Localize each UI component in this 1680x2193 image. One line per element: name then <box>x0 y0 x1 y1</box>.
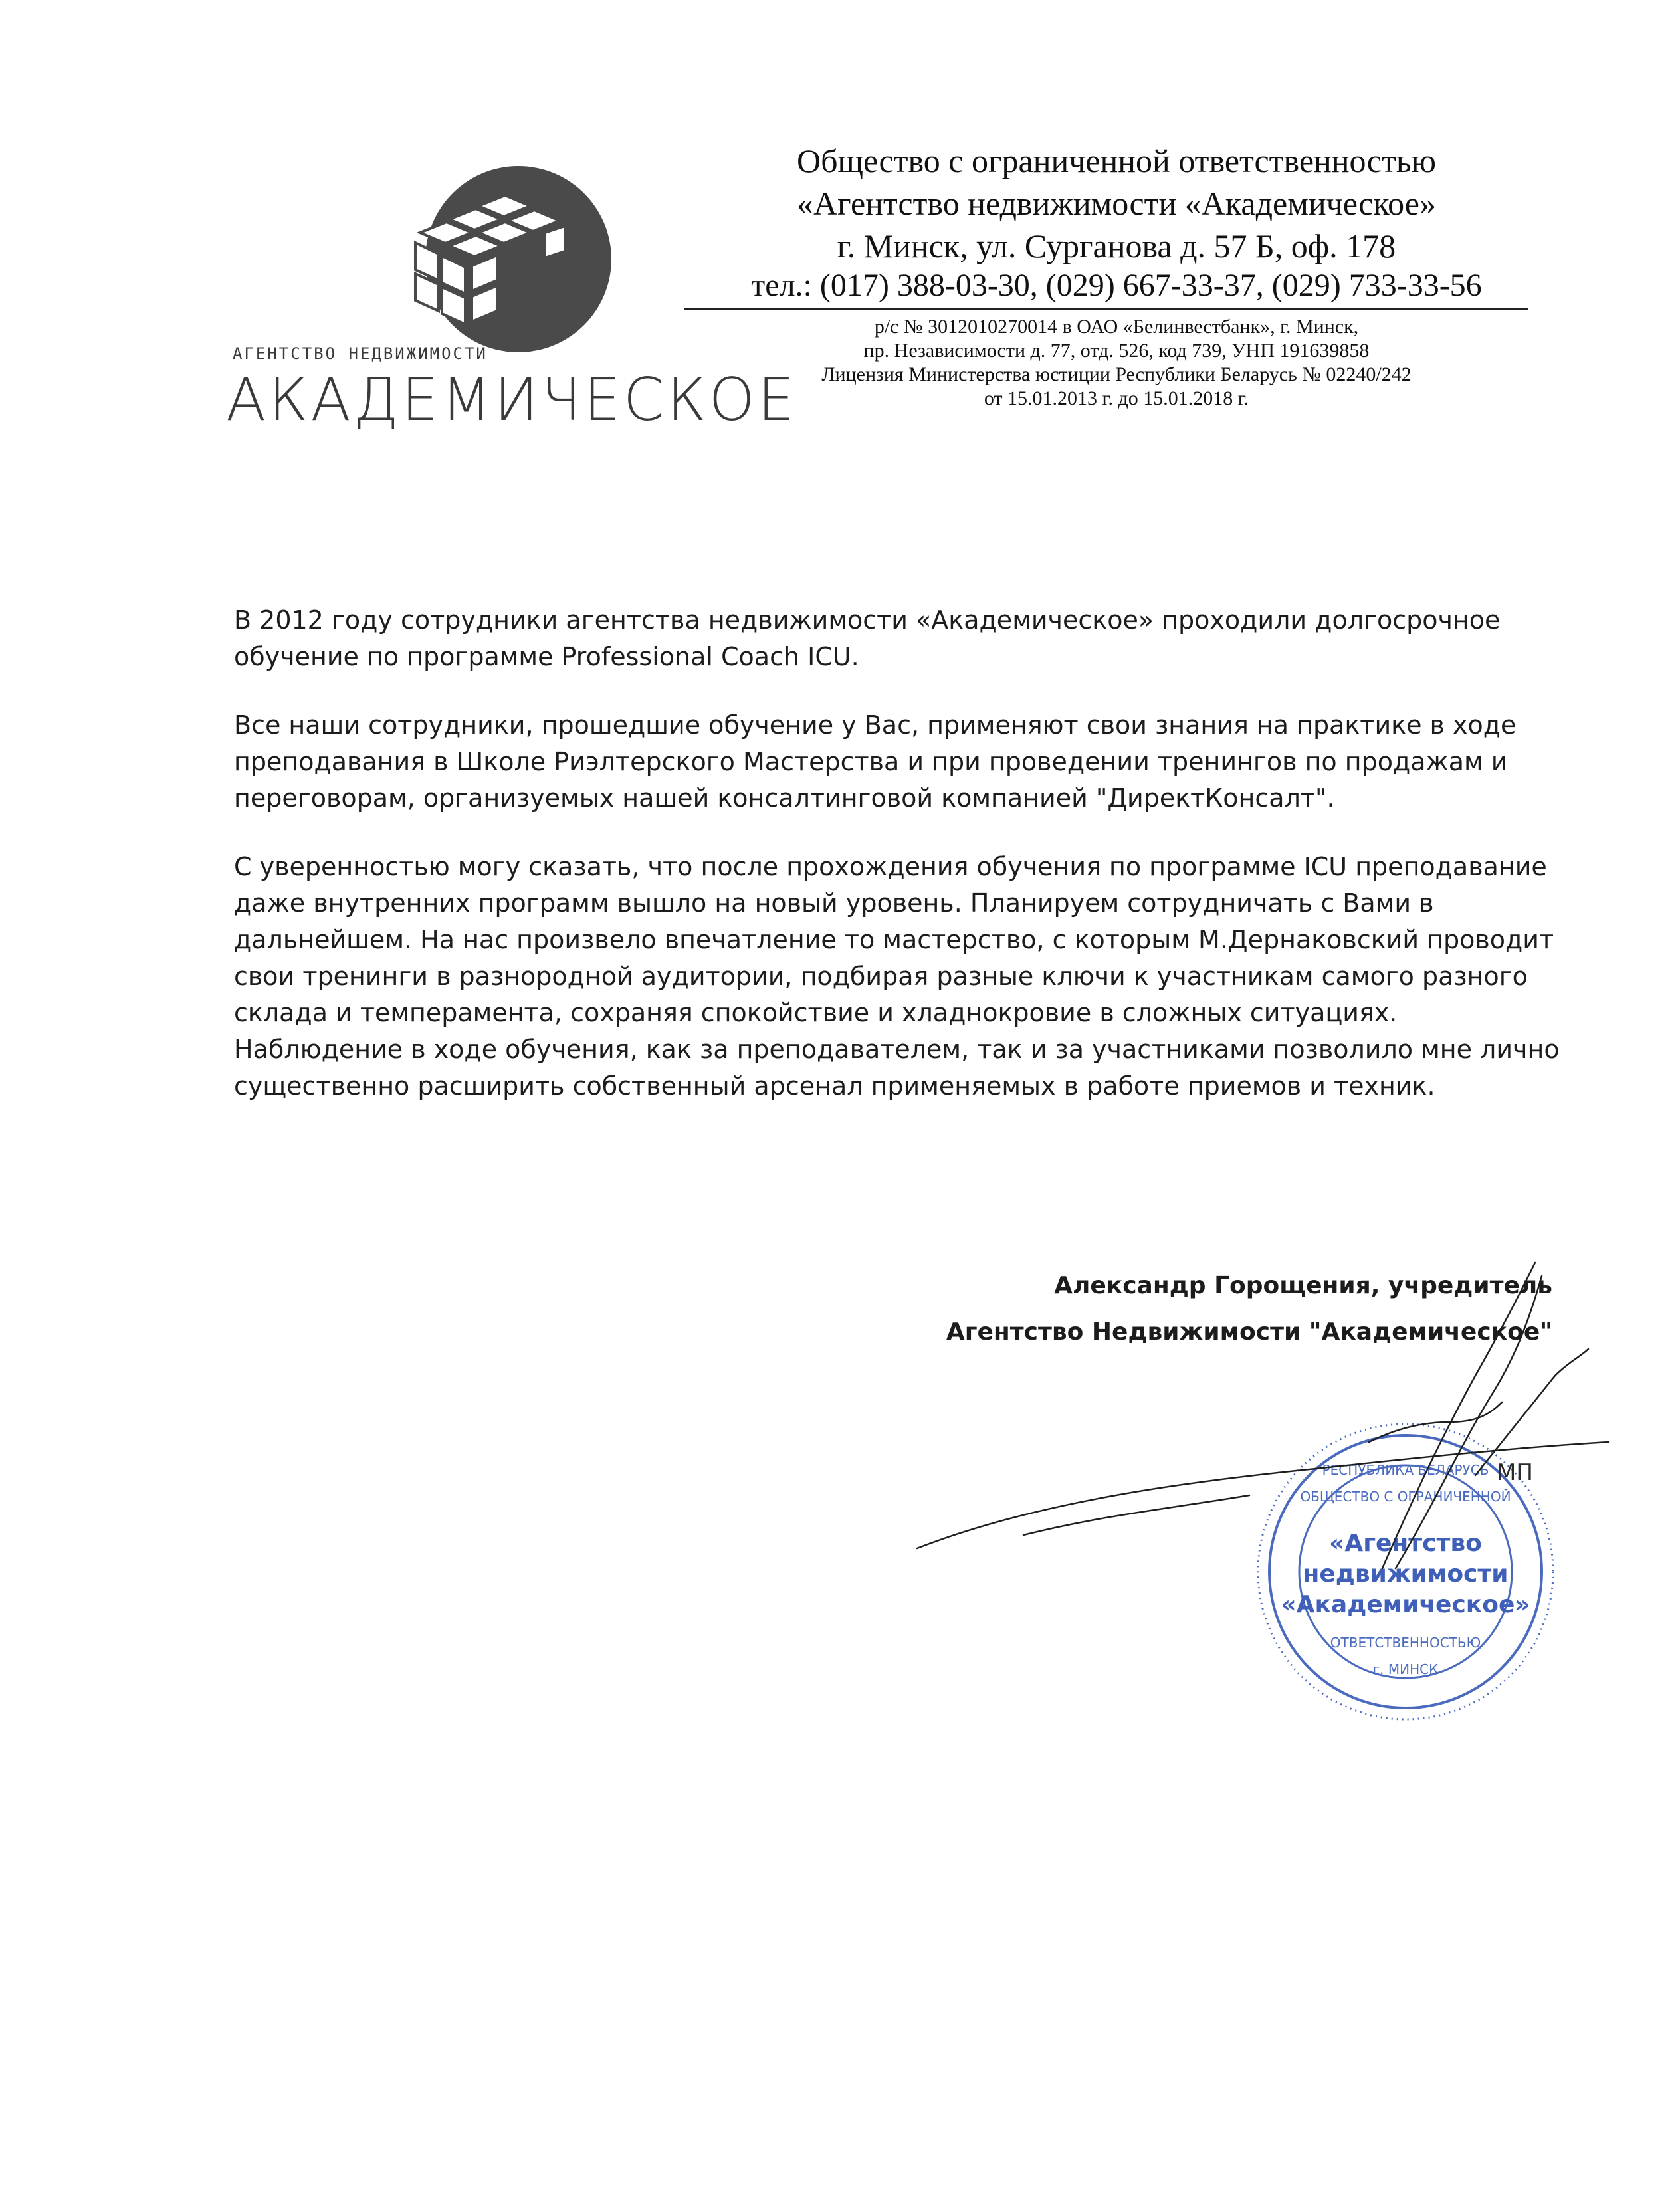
text-line: В 2012 году сотрудники агентства недвижимости «Академическое» проходили долгосрочное <box>234 605 1501 635</box>
stamp-center-line: «Агентство <box>1329 1530 1482 1557</box>
text-line: преподавания в Школе Риэлтерского Мастерства и при проведении тренингов по продажам и <box>234 747 1508 776</box>
letterhead-phones: тел.: (017) 388-03-30, (029) 667-33-37, (029) 733-33-56 <box>751 268 1482 303</box>
letterhead-bank-address: пр. Независимости д. 77, отд. 526, код 739, УНП 191639858 <box>863 340 1370 362</box>
letterhead-bank: р/с № 3012010270014 в ОАО «Белинвестбанк», г. Минск, <box>874 316 1359 338</box>
paragraph-2 <box>234 707 1523 817</box>
stamp-outer-bottom: г. МИНСК <box>1372 1661 1439 1677</box>
text-line: существенно расширить собственный арсенал применяемых в работе приемов и техник. <box>234 1071 1435 1100</box>
stamp-place-label: МП <box>1497 1459 1533 1486</box>
stamp-inner-bottom: ОТВЕТСТВЕННОСТЬЮ <box>1330 1635 1481 1651</box>
letterhead-license-dates: от 15.01.2013 г. до 15.01.2018 г. <box>984 387 1249 409</box>
stamp-center-line: недвижимости <box>1303 1560 1509 1588</box>
letter-body <box>234 602 1560 1136</box>
text-line: Все наши сотрудники, прошедшие обучение у Вас, применяют свои знания на практике в ходе <box>234 710 1517 740</box>
company-logo <box>213 166 797 459</box>
paragraph-3 <box>234 849 1560 1104</box>
text-line: обучение по программе Professional Coach ICU. <box>234 642 859 671</box>
text-line: склада и темперамента, сохраняя спокойствие и хладнокровие в сложных ситуациях. <box>234 998 1398 1027</box>
logo-wordmark: АКАДЕМИЧЕСКОЕ <box>226 366 797 434</box>
text-line: Наблюдение в ходе обучения, как за преподавателем, так и за участниками позволило мне лично <box>234 1035 1560 1064</box>
stamp-outer-top: РЕСПУБЛИКА БЕЛАРУСЬ <box>1322 1462 1489 1478</box>
letterhead-company-name: «Агентство недвижимости «Академическое» <box>797 185 1436 222</box>
signer-name: Александр Горощения, учредитель <box>1054 1272 1552 1299</box>
text-line: даже внутренних программ вышло на новый уровень. Планируем сотрудничать с Вами в <box>234 888 1434 918</box>
letterhead-address: г. Минск, ул. Сурганова д. 57 Б, оф. 178 <box>837 227 1396 264</box>
stamp-center-line: «Академическое» <box>1281 1591 1530 1618</box>
text-line: С уверенностью могу сказать, что после прохождения обучения по программе ICU преподавание <box>234 852 1547 881</box>
stamp-inner-top: ОБЩЕСТВО С ОГРАНИЧЕННОЙ <box>1300 1489 1511 1505</box>
cube-logo-icon <box>213 166 665 366</box>
letterhead-company-type: Общество с ограниченной ответственностью <box>797 142 1436 179</box>
handwritten-signature <box>904 1223 1635 1621</box>
logo-tagline: АГЕНТСТВО НЕДВИЖИМОСТИ <box>233 344 488 363</box>
text-line: дальнейшем. На нас произвело впечатление то мастерство, с которым М.Дернаковский проводит <box>234 925 1554 954</box>
paragraph-1 <box>234 602 1523 675</box>
text-line: переговорам, организуемых нашей консалтинговой компанией "ДиректКонсалт". <box>234 783 1335 813</box>
letterhead-divider <box>684 308 1528 310</box>
letterhead-license: Лицензия Министерства юстиции Республики Беларусь № 02240/242 <box>821 364 1412 385</box>
letterhead <box>678 140 1555 411</box>
signer-company: Агентство Недвижимости "Академическое" <box>946 1318 1552 1346</box>
text-line: свои тренинги в разнородной аудитории, подбирая разные ключи к участникам самого разного <box>234 962 1528 991</box>
